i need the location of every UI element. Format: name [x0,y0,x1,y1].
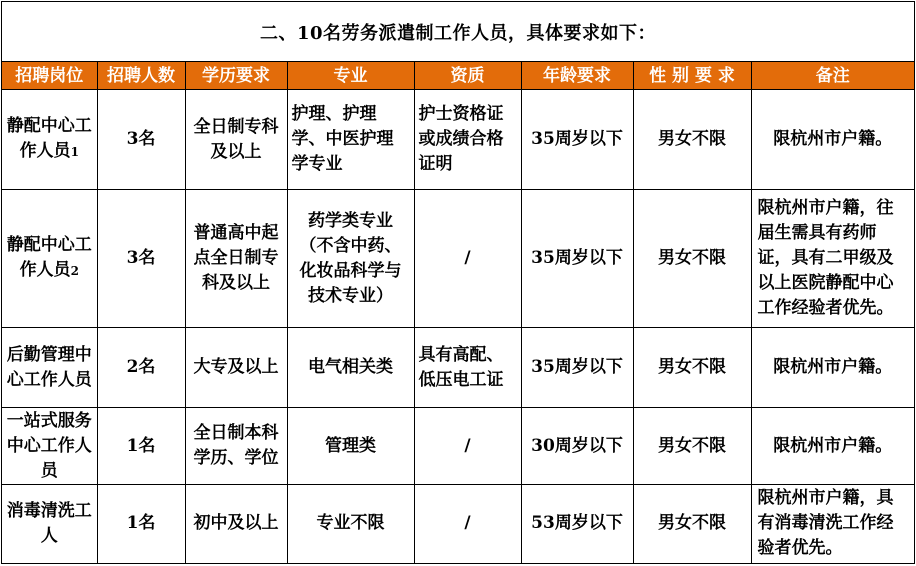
cell-qualification: 具有高配、低压电工证 [414,328,521,408]
cell-gender: 男女不限 [633,190,751,328]
cell-count: 3名 [97,190,185,328]
cell-remark: 限杭州市户籍，具有消毒清洗工作经验者优先。 [751,485,914,563]
cell-gender: 男女不限 [633,90,751,190]
cell-position: 静配中心工作人员1 [2,90,97,190]
cell-age: 35周岁以下 [521,190,633,328]
cell-education: 全日制本科学历、学位 [185,408,287,485]
table-row [2,190,914,328]
header-education: 学历要求 [185,62,287,90]
table-row [2,485,914,563]
header-remark: 备注 [751,62,914,90]
cell-position: 一站式服务中心工作人员 [2,408,97,485]
header-gender: 性 别 要 求 [633,62,751,90]
cell-position: 静配中心工作人员2 [2,190,97,328]
table-row [2,408,914,485]
cell-gender: 男女不限 [633,408,751,485]
header-major: 专业 [287,62,414,90]
header-position: 招聘岗位 [2,62,97,90]
cell-age: 53周岁以下 [521,485,633,563]
cell-count: 3名 [97,90,185,190]
table-row [2,90,914,190]
cell-major: 护理、护理学、中医护理学专业 [287,90,414,190]
cell-position: 消毒清洗工人 [2,485,97,563]
cell-qualification: / [414,485,521,563]
cell-education: 大专及以上 [185,328,287,408]
table-row [2,328,914,408]
cell-gender: 男女不限 [633,485,751,563]
recruitment-table [2,62,914,563]
cell-remark: 限杭州市户籍。 [751,408,914,485]
cell-gender: 男女不限 [633,328,751,408]
cell-count: 1名 [97,485,185,563]
header-qualification: 资质 [414,62,521,90]
header-age: 年龄要求 [521,62,633,90]
cell-age: 30周岁以下 [521,408,633,485]
cell-education: 全日制专科及以上 [185,90,287,190]
cell-qualification: 护士资格证或成绩合格证明 [414,90,521,190]
cell-remark: 限杭州市户籍，往届生需具有药师证，具有二甲级及以上医院静配中心工作经验者优先。 [751,190,914,328]
recruitment-document [1,1,915,564]
cell-position: 后勤管理中心工作人员 [2,328,97,408]
section-title: 二、10名劳务派遣制工作人员，具体要求如下： [2,2,914,62]
cell-major: 电气相关类 [287,328,414,408]
cell-education: 初中及以上 [185,485,287,563]
cell-major: 管理类 [287,408,414,485]
cell-count: 2名 [97,328,185,408]
cell-education: 普通高中起点全日制专科及以上 [185,190,287,328]
cell-count: 1名 [97,408,185,485]
cell-qualification: / [414,408,521,485]
cell-age: 35周岁以下 [521,90,633,190]
cell-major: 药学类专业（不含中药、化妆品科学与技术专业） [287,190,414,328]
table-header-row [2,62,914,90]
cell-remark: 限杭州市户籍。 [751,90,914,190]
cell-major: 专业不限 [287,485,414,563]
cell-qualification: / [414,190,521,328]
cell-age: 35周岁以下 [521,328,633,408]
header-count: 招聘人数 [97,62,185,90]
cell-remark: 限杭州市户籍。 [751,328,914,408]
